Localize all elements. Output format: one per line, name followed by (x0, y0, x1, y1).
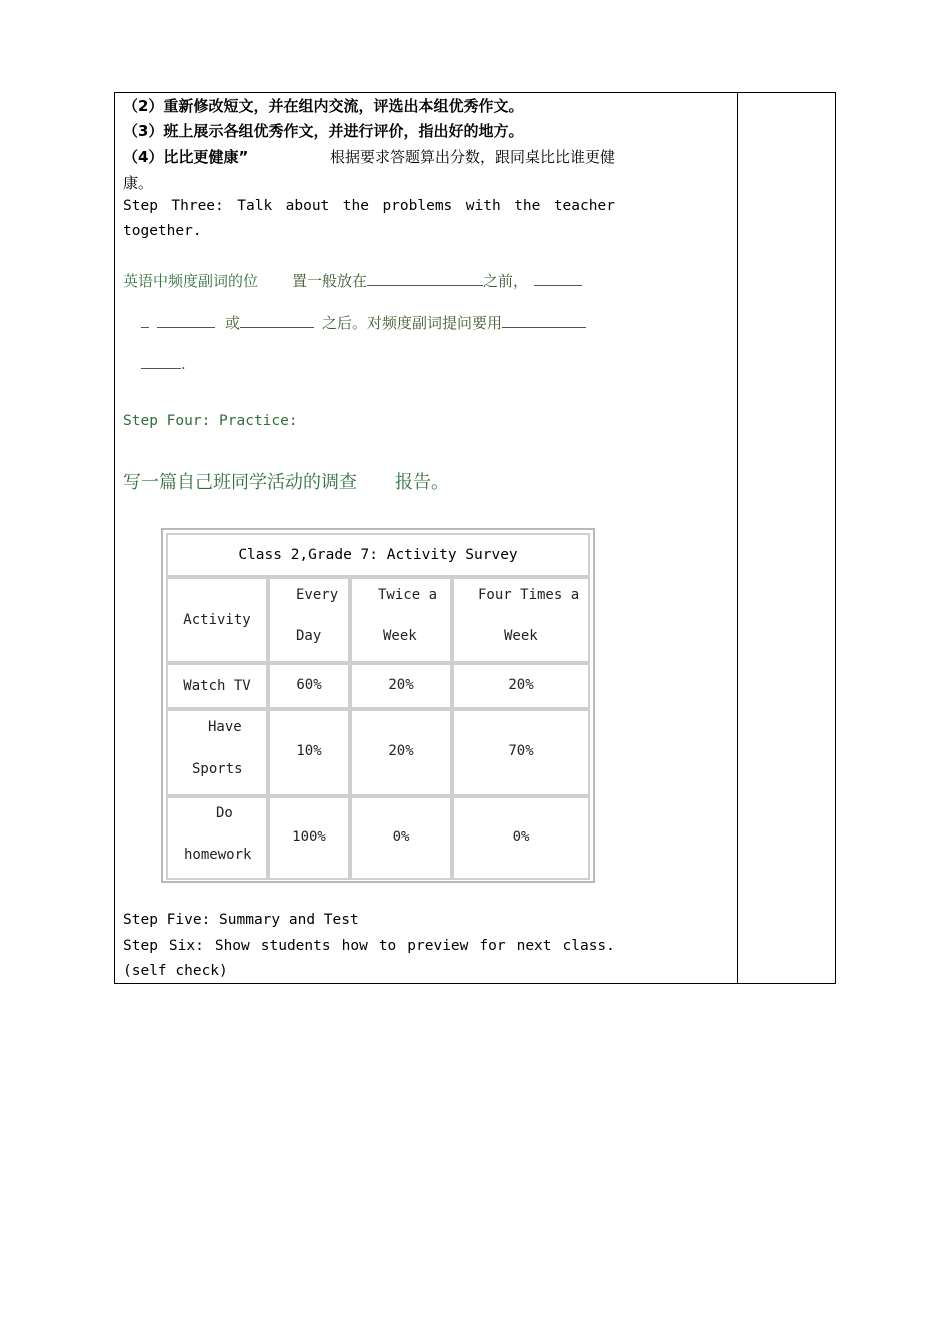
instruction-4-cont: 康。 (123, 174, 154, 192)
task-text: 报告。 (395, 472, 449, 493)
lesson-table (114, 92, 836, 984)
row-value: 20% (350, 663, 452, 709)
activity-text: Have (208, 719, 242, 735)
header-text: Four Times a (478, 587, 580, 603)
instruction-4 (123, 146, 615, 167)
grammar-text: 置一般放在 (292, 272, 368, 290)
step6-word: Step (123, 938, 158, 954)
blank-line (502, 315, 586, 328)
header-text: Twice a (378, 587, 438, 603)
step6-word: Show (214, 938, 250, 954)
step6-word: class. (562, 938, 615, 954)
grammar-text: . (181, 355, 186, 373)
activity-text: Do (216, 805, 233, 821)
step6-word: to (378, 938, 397, 954)
grammar-text: 之前， (483, 272, 529, 290)
step-six (123, 938, 615, 954)
instruction-2: （2）重新修改短文，并在组内交流，评选出本组优秀作文。 (123, 97, 524, 115)
step3-word: the (342, 198, 369, 214)
row-value: 20% (350, 709, 452, 796)
instruction-4-text: 根据要求答题算出分数，跟同桌比比谁更健 (329, 148, 615, 166)
step6-word: for (479, 938, 506, 954)
task-text: 写一篇自己班同学活动的调查 (123, 472, 357, 493)
header-text: Day (296, 628, 322, 644)
writing-task (123, 468, 449, 494)
blank-line (367, 273, 483, 286)
grammar-line-2 (141, 312, 586, 333)
column-divider (737, 93, 738, 983)
grammar-line-1 (123, 270, 582, 291)
blank-line (141, 315, 149, 328)
row-value: 100% (268, 796, 350, 880)
row-activity (166, 796, 268, 880)
step6-word: preview (407, 938, 469, 954)
row-value: 0% (350, 796, 452, 880)
step-five: Step Five: Summary and Test (123, 912, 359, 928)
activity-text: Sports (192, 761, 243, 777)
activity-survey-table (161, 528, 595, 883)
step6-word: how (341, 938, 368, 954)
step6-word: Six: (168, 938, 204, 954)
survey-title: Class 2,Grade 7: Activity Survey (166, 533, 590, 577)
row-value: 10% (268, 709, 350, 796)
step-six-cont: (self check) (123, 963, 228, 979)
step3-word: about (285, 198, 330, 214)
blank-line (157, 315, 215, 328)
step-three (123, 198, 615, 214)
row-value: 0% (452, 796, 590, 880)
row-activity: Watch TV (166, 663, 268, 709)
blank-line (534, 273, 582, 286)
header-twice-a-week (350, 577, 452, 663)
row-value: 70% (452, 709, 590, 796)
instruction-4-title: （4）比比更健康” (123, 148, 249, 166)
blank-line (141, 356, 181, 369)
header-text: Every (296, 587, 339, 603)
step3-word: problems (382, 198, 453, 214)
step3-word: Talk (237, 198, 273, 214)
step6-word: students (260, 938, 331, 954)
row-value: 60% (268, 663, 350, 709)
grammar-text: 英语中频度副词的位 (123, 272, 259, 290)
step-three-cont: together. (123, 223, 202, 239)
header-text: Week (504, 628, 538, 644)
header-activity: Activity (166, 577, 268, 663)
step6-word: next (516, 938, 552, 954)
grammar-line-3 (141, 355, 186, 373)
header-text: Week (383, 628, 417, 644)
activity-text: homework (184, 847, 252, 863)
grammar-text: 或 (225, 314, 241, 332)
step3-word: Three: (171, 198, 224, 214)
step3-word: with (465, 198, 501, 214)
row-value: 20% (452, 663, 590, 709)
step3-word: teacher (553, 198, 615, 214)
row-activity (166, 709, 268, 796)
instruction-3: （3）班上展示各组优秀作文，并进行评价，指出好的地方。 (123, 122, 524, 140)
grammar-text: 之后。对频度副词提问要用 (322, 314, 503, 332)
blank-line (240, 315, 314, 328)
step-four: Step Four: Practice: (123, 413, 298, 429)
step3-word: the (514, 198, 541, 214)
header-every-day (268, 577, 350, 663)
header-four-times-a-week (452, 577, 590, 663)
step3-word: Step (123, 198, 158, 214)
